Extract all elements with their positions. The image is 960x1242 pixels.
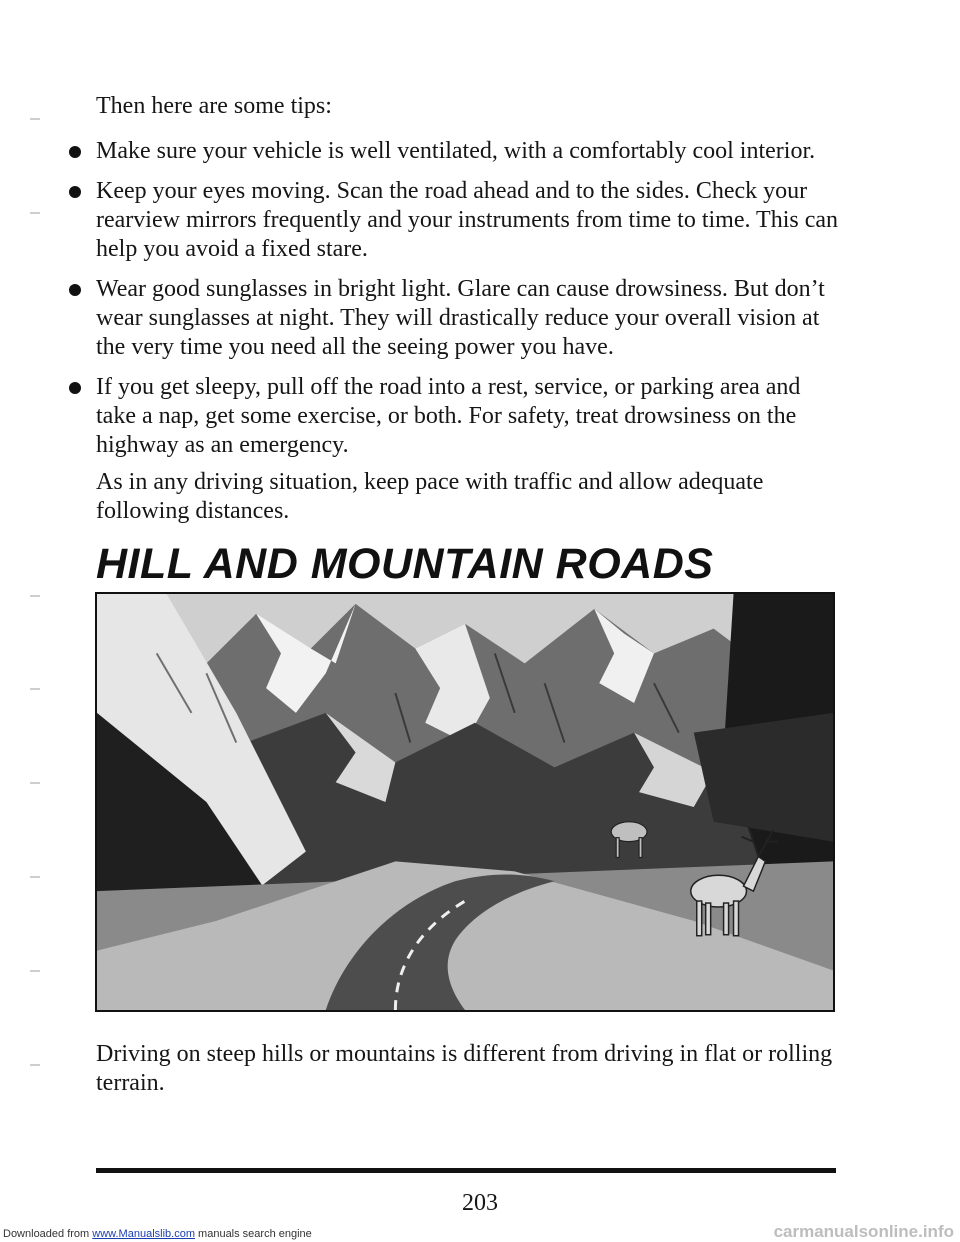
tip-item [96,177,846,264]
intro-text: Then here are some tips: [96,93,332,119]
tip-text: Keep your eyes moving. Scan the road ahead and to the sides. Check your rearview mirrors frequently and your instruments from time to time. This can help you avoid a fixed stare. [96,178,839,262]
manualslib-link[interactable]: www.Manualslib.com [92,1228,195,1240]
margin-tick [30,118,40,120]
driving-paragraph: Driving on steep hills or mountains is different from driving in flat or rolling terrain. [96,1041,833,1096]
closing-paragraph: As in any driving situation, keep pace with traffic and allow adequate following distances. [96,469,764,524]
footer-rule [96,1168,836,1173]
tip-item [96,137,846,166]
bullet-icon [69,146,81,158]
margin-tick [30,1064,40,1066]
tip-text: Wear good sunglasses in bright light. Glare can cause drowsiness. But don’t wear sunglasses at night. They will drastically reduce your overall vision at the very time you need all the seeing power you have. [96,276,825,360]
mountain-scene-image [97,594,833,1010]
tips-list [96,137,846,471]
margin-tick [30,212,40,214]
margin-tick [30,595,40,597]
bullet-icon [69,382,81,394]
footer-prefix: Downloaded from [3,1228,90,1240]
margin-tick [30,782,40,784]
margin-tick [30,876,40,878]
margin-tick [30,688,40,690]
footer-credit [3,1228,312,1240]
bullet-icon [69,186,81,198]
footer-suffix: manuals search engine [198,1228,312,1240]
tip-text: Make sure your vehicle is well ventilated, with a comfortably cool interior. [96,138,816,164]
tip-text: If you get sleepy, pull off the road into a rest, service, or parking area and take a nap, get some exercise, or both. For safety, treat drowsiness on the highway as an emergency. [96,374,801,458]
margin-tick [30,970,40,972]
tip-item [96,275,846,362]
page-number: 203 [462,1190,498,1216]
section-heading: HILL AND MOUNTAIN ROADS [96,540,714,588]
tip-item [96,373,846,460]
mountain-road-illustration [95,592,835,1012]
bullet-icon [69,284,81,296]
watermark-text: carmanualsonline.info [773,1222,954,1241]
